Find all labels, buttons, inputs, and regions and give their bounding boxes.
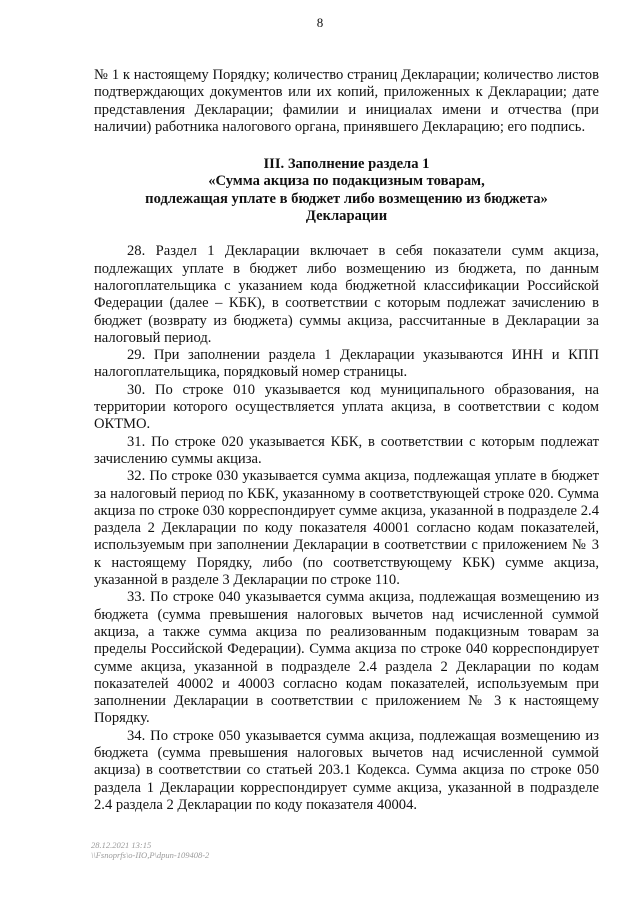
footer-file-path: \\Fsnoprfs\o-IIO,P\dpun-109408-2 [91,850,210,860]
footer-stamp [91,840,209,860]
footer-timestamp: 28.12.2021 13:15 [91,840,152,850]
section-heading [94,156,599,225]
intro-paragraph: № 1 к настоящему Порядку; количество страниц Декларации; количество листов подтверждающих документов или их копий, приложенных к Декларации; дате представления Декларации; фамилии и инициалах имени и отчества (при наличии) работника налогового органа, принявшего Декларацию; его подпись. [94,67,599,135]
paragraph-29: 29. При заполнении раздела 1 Декларации указываются ИНН и КПП налогоплательщика, порядковый номер страницы. [94,347,599,381]
document-body [94,67,599,814]
paragraph-34: 34. По строке 050 указывается сумма акциза, подлежащая возмещению из бюджета (сумма превышения налоговых вычетов над исчисленной суммой акциза) в соответствии со статьей 203.1 Кодекса. Сумма акциза по строке 050 раздела 1 Декларации корреспондирует сумме акциза, указанной в подразделе 2.4 раздела 2 Декларации по коду показателя 40004. [94,727,599,813]
paragraph-28: 28. Раздел 1 Декларации включает в себя показатели сумм акциза, подлежащих уплате в бюджет либо возмещению из бюджета, по данным налогоплательщика с указанием кода бюджетной классификации Российской Федерации (далее – КБК), в соответствии с которым подлежат зачислению в бюджет (возврату из бюджета) суммы акциза, рассчитанные в Декларации за налоговый период. [94,243,599,346]
paragraph-31: 31. По строке 020 указывается КБК, в соответствии с которым подлежат зачислению суммы акциза. [94,433,599,467]
paragraph-33: 33. По строке 040 указывается сумма акциза, подлежащая возмещению из бюджета (сумма превышения налоговых вычетов над исчисленной суммой акциза, а также сумма акциза по реализованным подакцизным товарам за пределы Российской Федерации). Сумма акциза по строке 040 корреспондирует сумме акциза, указанной в подразделе 2.4 раздела 2 Декларации по кодам показателей 40002 и 40003 согласно кодам показателей, используемым при заполнении Декларации в соответствии с приложением № 3 к настоящему Порядку. [94,589,599,727]
paragraph-32: 32. По строке 030 указывается сумма акциза, подлежащая уплате в бюджет за налоговый период по КБК, указанному в соответствующей строке 020. Сумма акциза по строке 030 корреспондирует сумме акциза, указанной в подразделе 2.4 раздела 2 Декларации по коду показателя 40001 согласно кодам показателей, используемым при заполнении Декларации в соответствии с приложением № 3 к настоящему Порядку, либо (по соответствующему КБК) сумме акциза, указанной в разделе 3 Декларации по строке 110. [94,468,599,589]
section-heading-line-4: Декларации [305,208,388,225]
section-heading-line-1: III. Заполнение раздела 1 [263,156,430,173]
section-heading-line-3: подлежащая уплате в бюджет либо возмещению из бюджета» [145,190,548,207]
page-number: 8 [316,15,324,30]
section-heading-line-2: «Сумма акциза по подакцизным товарам, [208,173,485,190]
paragraph-30: 30. По строке 010 указывается код муниципального образования, на территории которого осуществляется уплата акциза, в соответствии с кодом ОКТМО. [94,381,599,433]
